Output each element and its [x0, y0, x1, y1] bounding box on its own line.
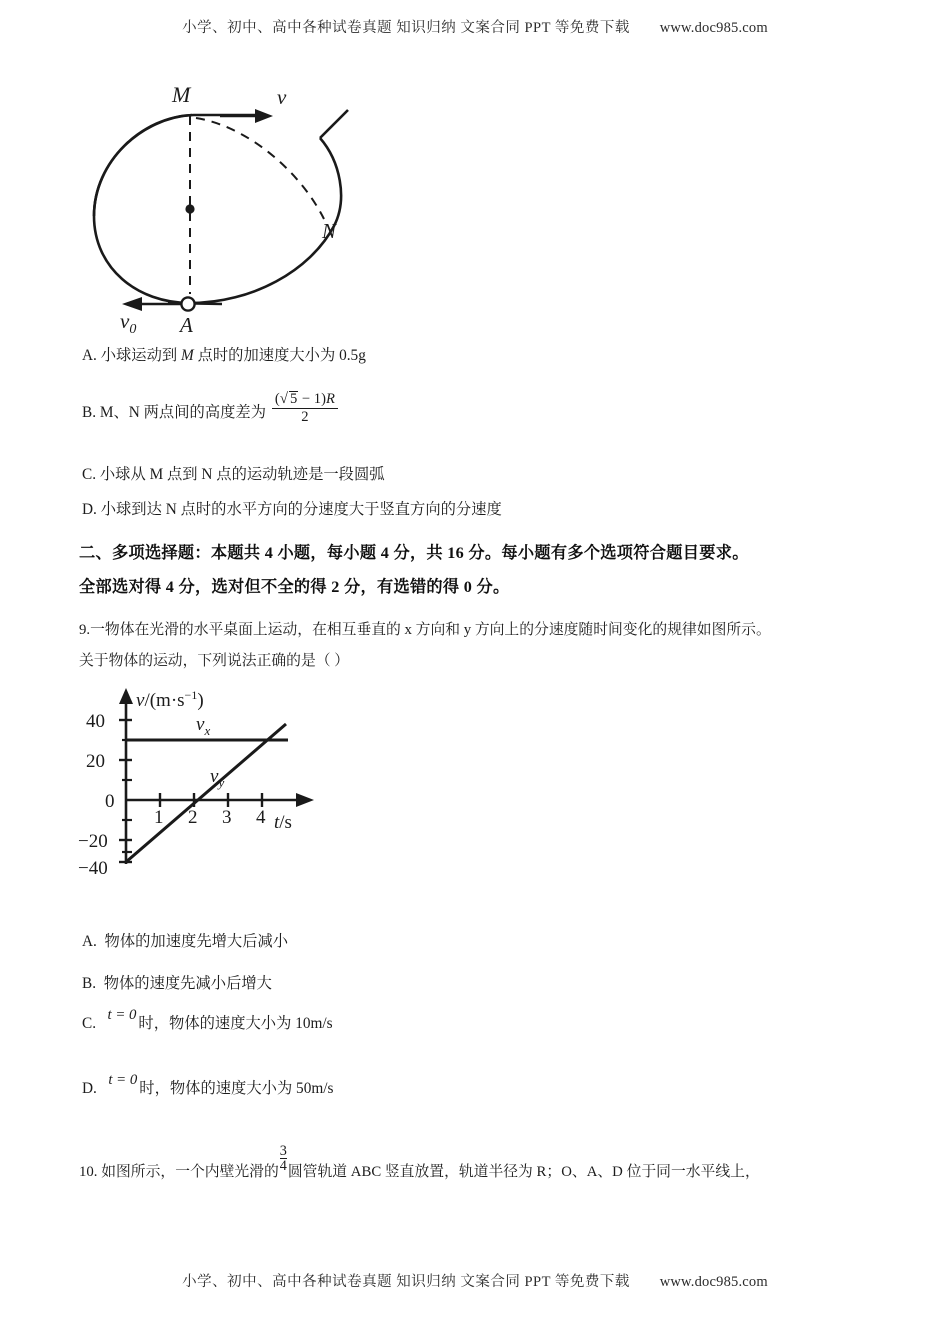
q9-stem-text1: 一物体在光滑的水平桌面上运动，在相互垂直的 x 方向和 y 方向上的分速度随时间变化的规律如图所示。 — [90, 622, 771, 638]
q9-option-b — [82, 972, 272, 996]
q8-option-a — [82, 344, 366, 368]
q8-option-d-text: 小球到达 N 点时的水平方向的分速度大于竖直方向的分速度 — [100, 501, 502, 518]
q10-number: 10. — [79, 1164, 98, 1181]
q9-option-d — [82, 1071, 334, 1101]
label-v0: $v_0$ — [120, 309, 137, 337]
chart-ytick-neg20: −20 — [78, 831, 108, 852]
q9-option-d-condition: t = 0 — [108, 1071, 138, 1088]
q9-option-b-letter: B. — [82, 975, 97, 992]
footer-watermark-url: www.doc985.com — [659, 1274, 768, 1290]
q9-option-c-letter: C. — [82, 1015, 97, 1032]
q10-stem — [79, 1143, 760, 1184]
chart-ytick-20: 20 — [86, 751, 105, 772]
track-top-arc — [94, 115, 264, 216]
chart-x-axis-label: t/s — [274, 812, 292, 833]
q8-option-d — [82, 498, 502, 522]
chart-y-axis-label: $v/(m\cdot s^{-1})$ — [136, 688, 204, 711]
q9-option-d-letter: D. — [82, 1080, 97, 1097]
q10-fraction-numerator: 3 — [279, 1143, 287, 1160]
q9-stem-line1 — [79, 619, 771, 642]
label-a: A — [180, 313, 193, 337]
chart-x-axis-arrow — [296, 793, 314, 807]
q8-option-b — [82, 390, 340, 430]
chart-xtick-1: 1 — [154, 807, 164, 828]
footer-watermark-text: 小学、初中、高中各种试卷真题 知识归纳 文案合同 PPT 等免费下载 — [182, 1274, 630, 1290]
q8-option-c-text: 小球从 M 点到 N 点的运动轨迹是一段圆弧 — [99, 466, 385, 483]
chart-label-vx: $v_x$ — [196, 714, 211, 738]
q9-option-c — [82, 1006, 333, 1036]
ball-at-a — [181, 297, 194, 310]
q10-fraction-denominator: 4 — [279, 1158, 287, 1175]
header-watermark-text: 小学、初中、高中各种试卷真题 知识归纳 文案合同 PPT 等免费下载 — [182, 20, 630, 36]
center-dot — [185, 204, 194, 213]
q8-option-a-text2: 点时的加速度大小为 0.5g — [193, 347, 366, 364]
q8-option-d-letter: D. — [82, 501, 97, 518]
track-tail-curve — [320, 110, 348, 138]
q8-option-c-letter: C. — [82, 466, 97, 483]
track-main-curve — [94, 115, 341, 303]
projectile-trajectory-dashed — [196, 118, 324, 219]
label-m: M — [172, 82, 191, 107]
fraction-denominator: 2 — [272, 408, 338, 426]
q8-option-a-letter: A. — [82, 347, 97, 364]
q10-text-part1: 如图所示，一个内壁光滑的 — [101, 1164, 279, 1181]
q9-stem-line2: 关于物体的运动，下列说法正确的是（ ） — [79, 653, 350, 669]
q10-text-part2: 圆管轨道 ABC 竖直放置，轨道半径为 R；O、A、D 位于同一水平线上， — [287, 1164, 760, 1181]
q8-option-b-letter: B. — [82, 404, 97, 422]
label-v: v — [277, 85, 287, 109]
q8-option-a-symbol: M — [181, 347, 194, 364]
q8-option-c — [82, 463, 385, 487]
footer-watermark — [0, 1270, 950, 1291]
chart-y-axis-arrow — [119, 688, 133, 704]
q9-option-a-letter: A. — [82, 933, 97, 950]
q9-option-a-text: 物体的加速度先增大后减小 — [104, 933, 289, 950]
chart-xtick-2: 2 — [188, 807, 198, 828]
velocity-time-chart — [78, 686, 343, 881]
velocity-arrow-m-head — [255, 109, 273, 123]
q9-option-c-condition: t = 0 — [107, 1006, 137, 1023]
q8-option-b-lead: M、N 两点间的高度差为 — [99, 404, 267, 422]
q9-option-a — [82, 930, 288, 954]
header-watermark — [0, 16, 950, 37]
fraction-numerator: (√ 5 − 1)R — [274, 390, 335, 407]
q9-option-d-text: 时，物体的速度大小为 50m/s — [139, 1080, 334, 1097]
chart-ytick-40: 40 — [86, 711, 105, 732]
q8-option-b-fraction — [272, 391, 338, 426]
chart-xtick-4: 4 — [256, 807, 266, 828]
label-n: N — [322, 219, 337, 243]
chart-xtick-3: 3 — [222, 807, 232, 828]
q10-fraction — [280, 1144, 287, 1173]
q9-option-c-text: 时，物体的速度大小为 10m/s — [138, 1015, 333, 1032]
chart-ytick-neg40: −40 — [78, 858, 108, 879]
section-heading-line2: 全部选对得 4 分，选对但不全的得 2 分，有选错的得 0 分。 — [79, 578, 510, 596]
q9-option-b-text: 物体的速度先减小后增大 — [103, 975, 272, 992]
circular-track-ball-diagram — [72, 66, 402, 341]
q8-option-a-text1: 小球运动到 — [100, 347, 182, 364]
chart-label-vy: $v_y$ — [210, 766, 225, 790]
chart-ytick-0: 0 — [105, 791, 115, 812]
header-watermark-url: www.doc985.com — [659, 20, 768, 36]
q9-number: 9. — [79, 622, 91, 638]
section-heading-line1: 二、多项选择题：本题共 4 小题，每小题 4 分，共 16 分。每小题有多个选项符合题目要求。 — [79, 544, 749, 562]
